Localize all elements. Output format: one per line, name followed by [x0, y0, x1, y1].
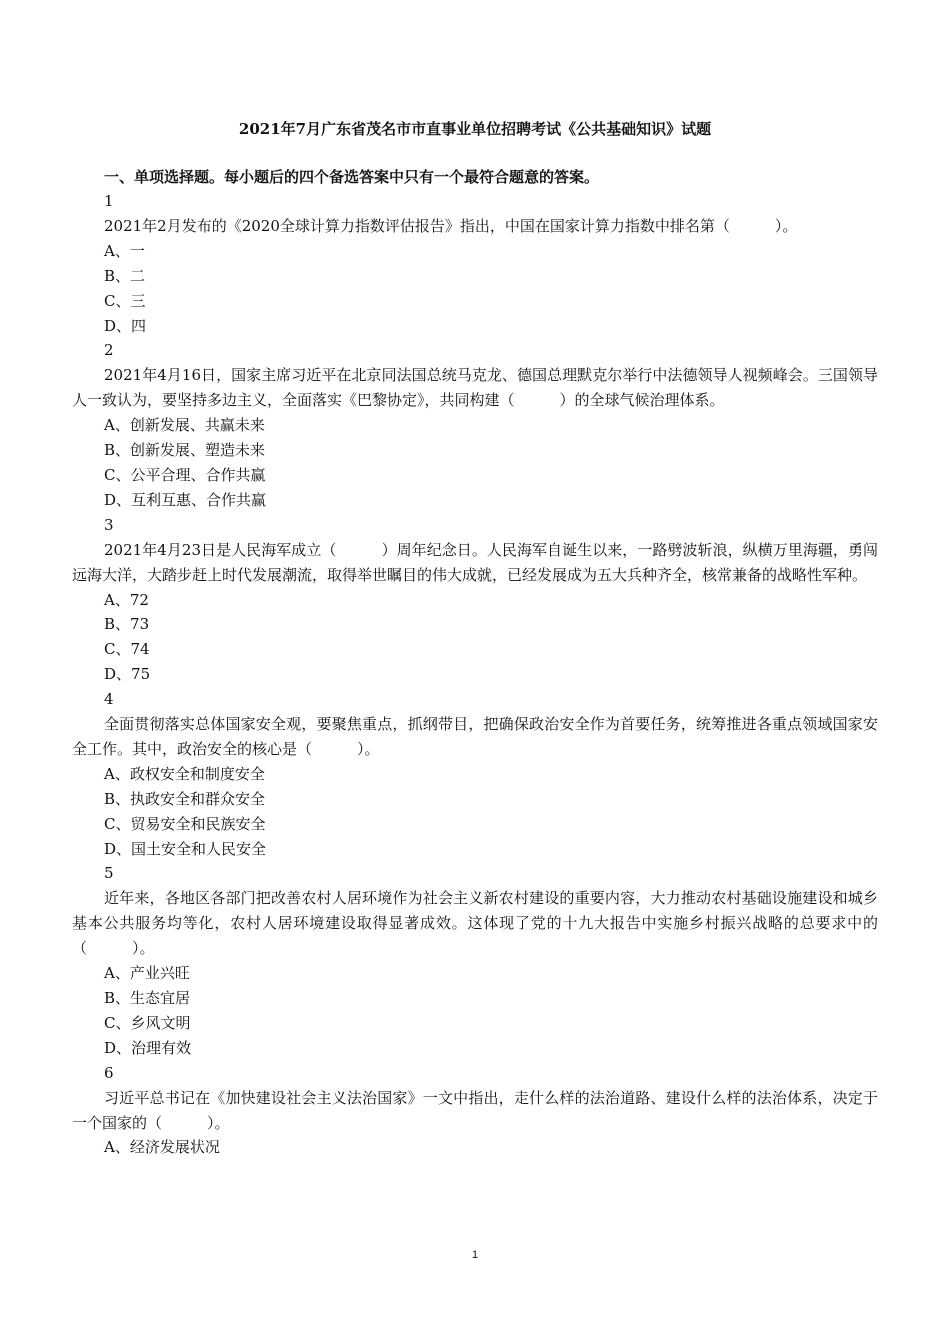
question-stem: 2021年2月发布的《2020全球计算力指数评估报告》指出，中国在国家计算力指数中排名第（ ）。 — [104, 216, 798, 235]
question-list — [72, 189, 878, 1160]
question-stem: 2021年4月23日是人民海军成立（ ）周年纪念日。人民海军自诞生以来，一路劈波斩浪，纵横万里海疆，勇闯远海大洋，大踏步赶上时代发展潮流，取得举世瞩目的伟大成就，已经发展成为五大兵种齐全，核常兼备的战略性军种。 — [72, 540, 878, 584]
answer-option: D、互利互惠、合作共赢 — [104, 490, 267, 509]
question-number: 5 — [104, 864, 114, 883]
answer-option: A、政权安全和制度安全 — [104, 764, 265, 783]
section-heading: 一、单项选择题。每小题后的四个备选答案中只有一个最符合题意的答案。 — [104, 168, 600, 186]
document-title: 2021年7月广东省茂名市市直事业单位招聘考试《公共基础知识》试题 — [238, 120, 712, 138]
question-number: 6 — [104, 1063, 114, 1082]
question-number: 4 — [104, 690, 114, 709]
answer-option: B、二 — [104, 266, 146, 285]
answer-option: A、一 — [104, 241, 145, 260]
question-number: 3 — [104, 515, 114, 534]
answer-option: A、经济发展状况 — [104, 1138, 220, 1157]
answer-option: D、国土安全和人民安全 — [104, 839, 267, 858]
answer-option: B、生态宜居 — [104, 989, 191, 1007]
question-stem: 2021年4月16日，国家主席习近平在北京同法国总统马克龙、德国总理默克尔举行中法德领导人视频峰会。三国领导人一致认为，要坚持多边主义，全面落实《巴黎协定》，共同构建（ ）的全球气候治理体系。 — [72, 366, 878, 410]
page-number: 1 — [471, 1249, 479, 1261]
answer-option: C、公平合理、合作共赢 — [104, 465, 266, 484]
answer-option: D、75 — [104, 665, 151, 684]
question-number: 2 — [104, 341, 114, 360]
answer-option: B、73 — [104, 615, 150, 634]
question-number: 1 — [104, 192, 114, 210]
answer-option: D、四 — [104, 316, 147, 335]
answer-option: C、乡风文明 — [104, 1013, 191, 1032]
answer-option: A、产业兴旺 — [104, 964, 190, 983]
answer-option: C、74 — [104, 640, 150, 659]
question-stem: 近年来，各地区各部门把改善农村人居环境作为社会主义新农村建设的重要内容，大力推动农村基础设施建设和城乡基本公共服务均等化，农村人居环境建设取得显著成效。这体现了党的十九大报告中实施乡村振兴战略的总要求中的（ ）。 — [72, 889, 878, 958]
answer-option: A、72 — [104, 590, 149, 609]
answer-option: A、创新发展、共赢未来 — [104, 416, 265, 435]
answer-option: B、执政安全和群众安全 — [104, 789, 266, 808]
answer-option: B、创新发展、塑造未来 — [104, 441, 266, 460]
answer-option: C、三 — [104, 291, 146, 310]
question-stem: 全面贯彻落实总体国家安全观，要聚焦重点，抓纲带目，把确保政治安全作为首要任务，统筹推进各重点领域国家安全工作。其中，政治安全的核心是（ ）。 — [72, 715, 878, 758]
question-stem: 习近平总书记在《加快建设社会主义法治国家》一文中指出，走什么样的法治道路、建设什么样的法治体系，决定于一个国家的（ ）。 — [72, 1088, 878, 1132]
answer-option: C、贸易安全和民族安全 — [104, 814, 266, 833]
answer-option: D、治理有效 — [104, 1038, 192, 1057]
